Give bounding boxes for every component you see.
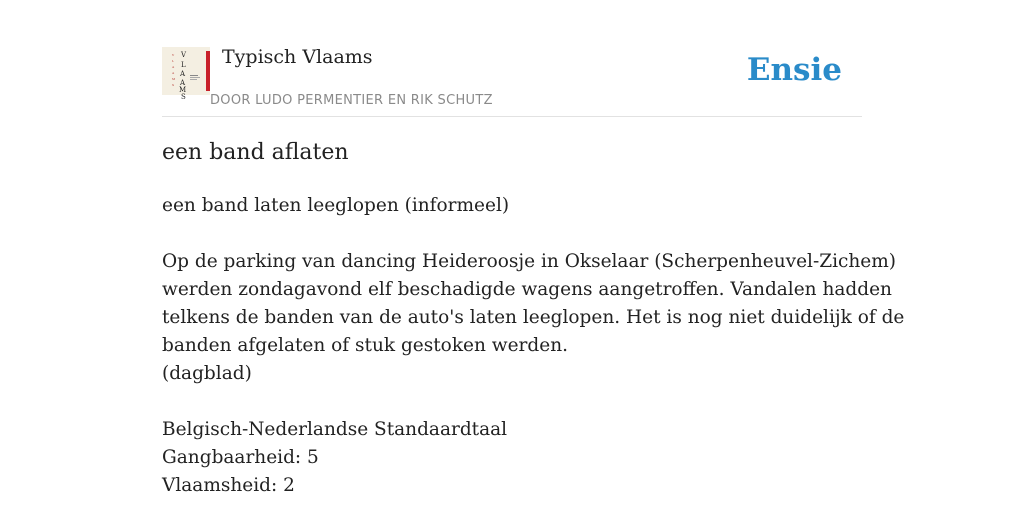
svg-text:M: M: [172, 77, 176, 81]
logo-letter-s: S: [181, 93, 186, 101]
book-authors: DOOR LUDO PERMENTIER EN RIK SCHUTZ: [210, 93, 493, 108]
entry-definition: een band laten leeglopen (informeel): [162, 195, 510, 216]
header: [162, 0, 862, 117]
logo-letter-a2: A: [180, 79, 186, 87]
svg-text:S: S: [172, 83, 175, 87]
blank-line: [162, 220, 862, 248]
page-container: [162, 0, 905, 496]
example-line-1: Op de parking van dancing Heideroosje in Okselaar (Scherpenheuvel-Zichem): [162, 251, 896, 272]
language-variant: Belgisch-Nederlandse Standaardtaal: [162, 419, 508, 440]
svg-text:V: V: [172, 53, 175, 57]
ensie-logo-link[interactable]: Ensie: [746, 52, 842, 88]
vlaamsheid-score: Vlaamsheid: 2: [162, 475, 295, 496]
gangbaarheid-score: Gangbaarheid: 5: [162, 447, 319, 468]
entry-body: [162, 192, 905, 500]
svg-text:A: A: [172, 71, 175, 75]
logo-letter-v: V: [181, 51, 187, 59]
example-line-2: werden zondagavond elf beschadigde wagens aangetroffen. Vandalen hadden: [162, 279, 892, 300]
entry-term: een band aflaten: [162, 140, 349, 165]
book-cover-logo[interactable]: [162, 47, 210, 101]
book-cover-image: [162, 47, 210, 101]
example-line-4: banden afgelaten of stuk gestoken werden.: [162, 335, 568, 356]
svg-text:A: A: [172, 65, 175, 69]
logo-letter-a1: A: [180, 70, 186, 78]
logo-letter-l: L: [181, 61, 186, 69]
book-title[interactable]: Typisch Vlaams: [222, 46, 373, 68]
blank-line: [162, 388, 862, 416]
logo-letter-m: M: [179, 86, 187, 94]
example-source: (dagblad): [162, 363, 252, 384]
svg-text:L: L: [172, 59, 174, 63]
example-line-3: telkens de banden van de auto's laten leeglopen. Het is nog niet duidelijk of de: [162, 307, 905, 328]
